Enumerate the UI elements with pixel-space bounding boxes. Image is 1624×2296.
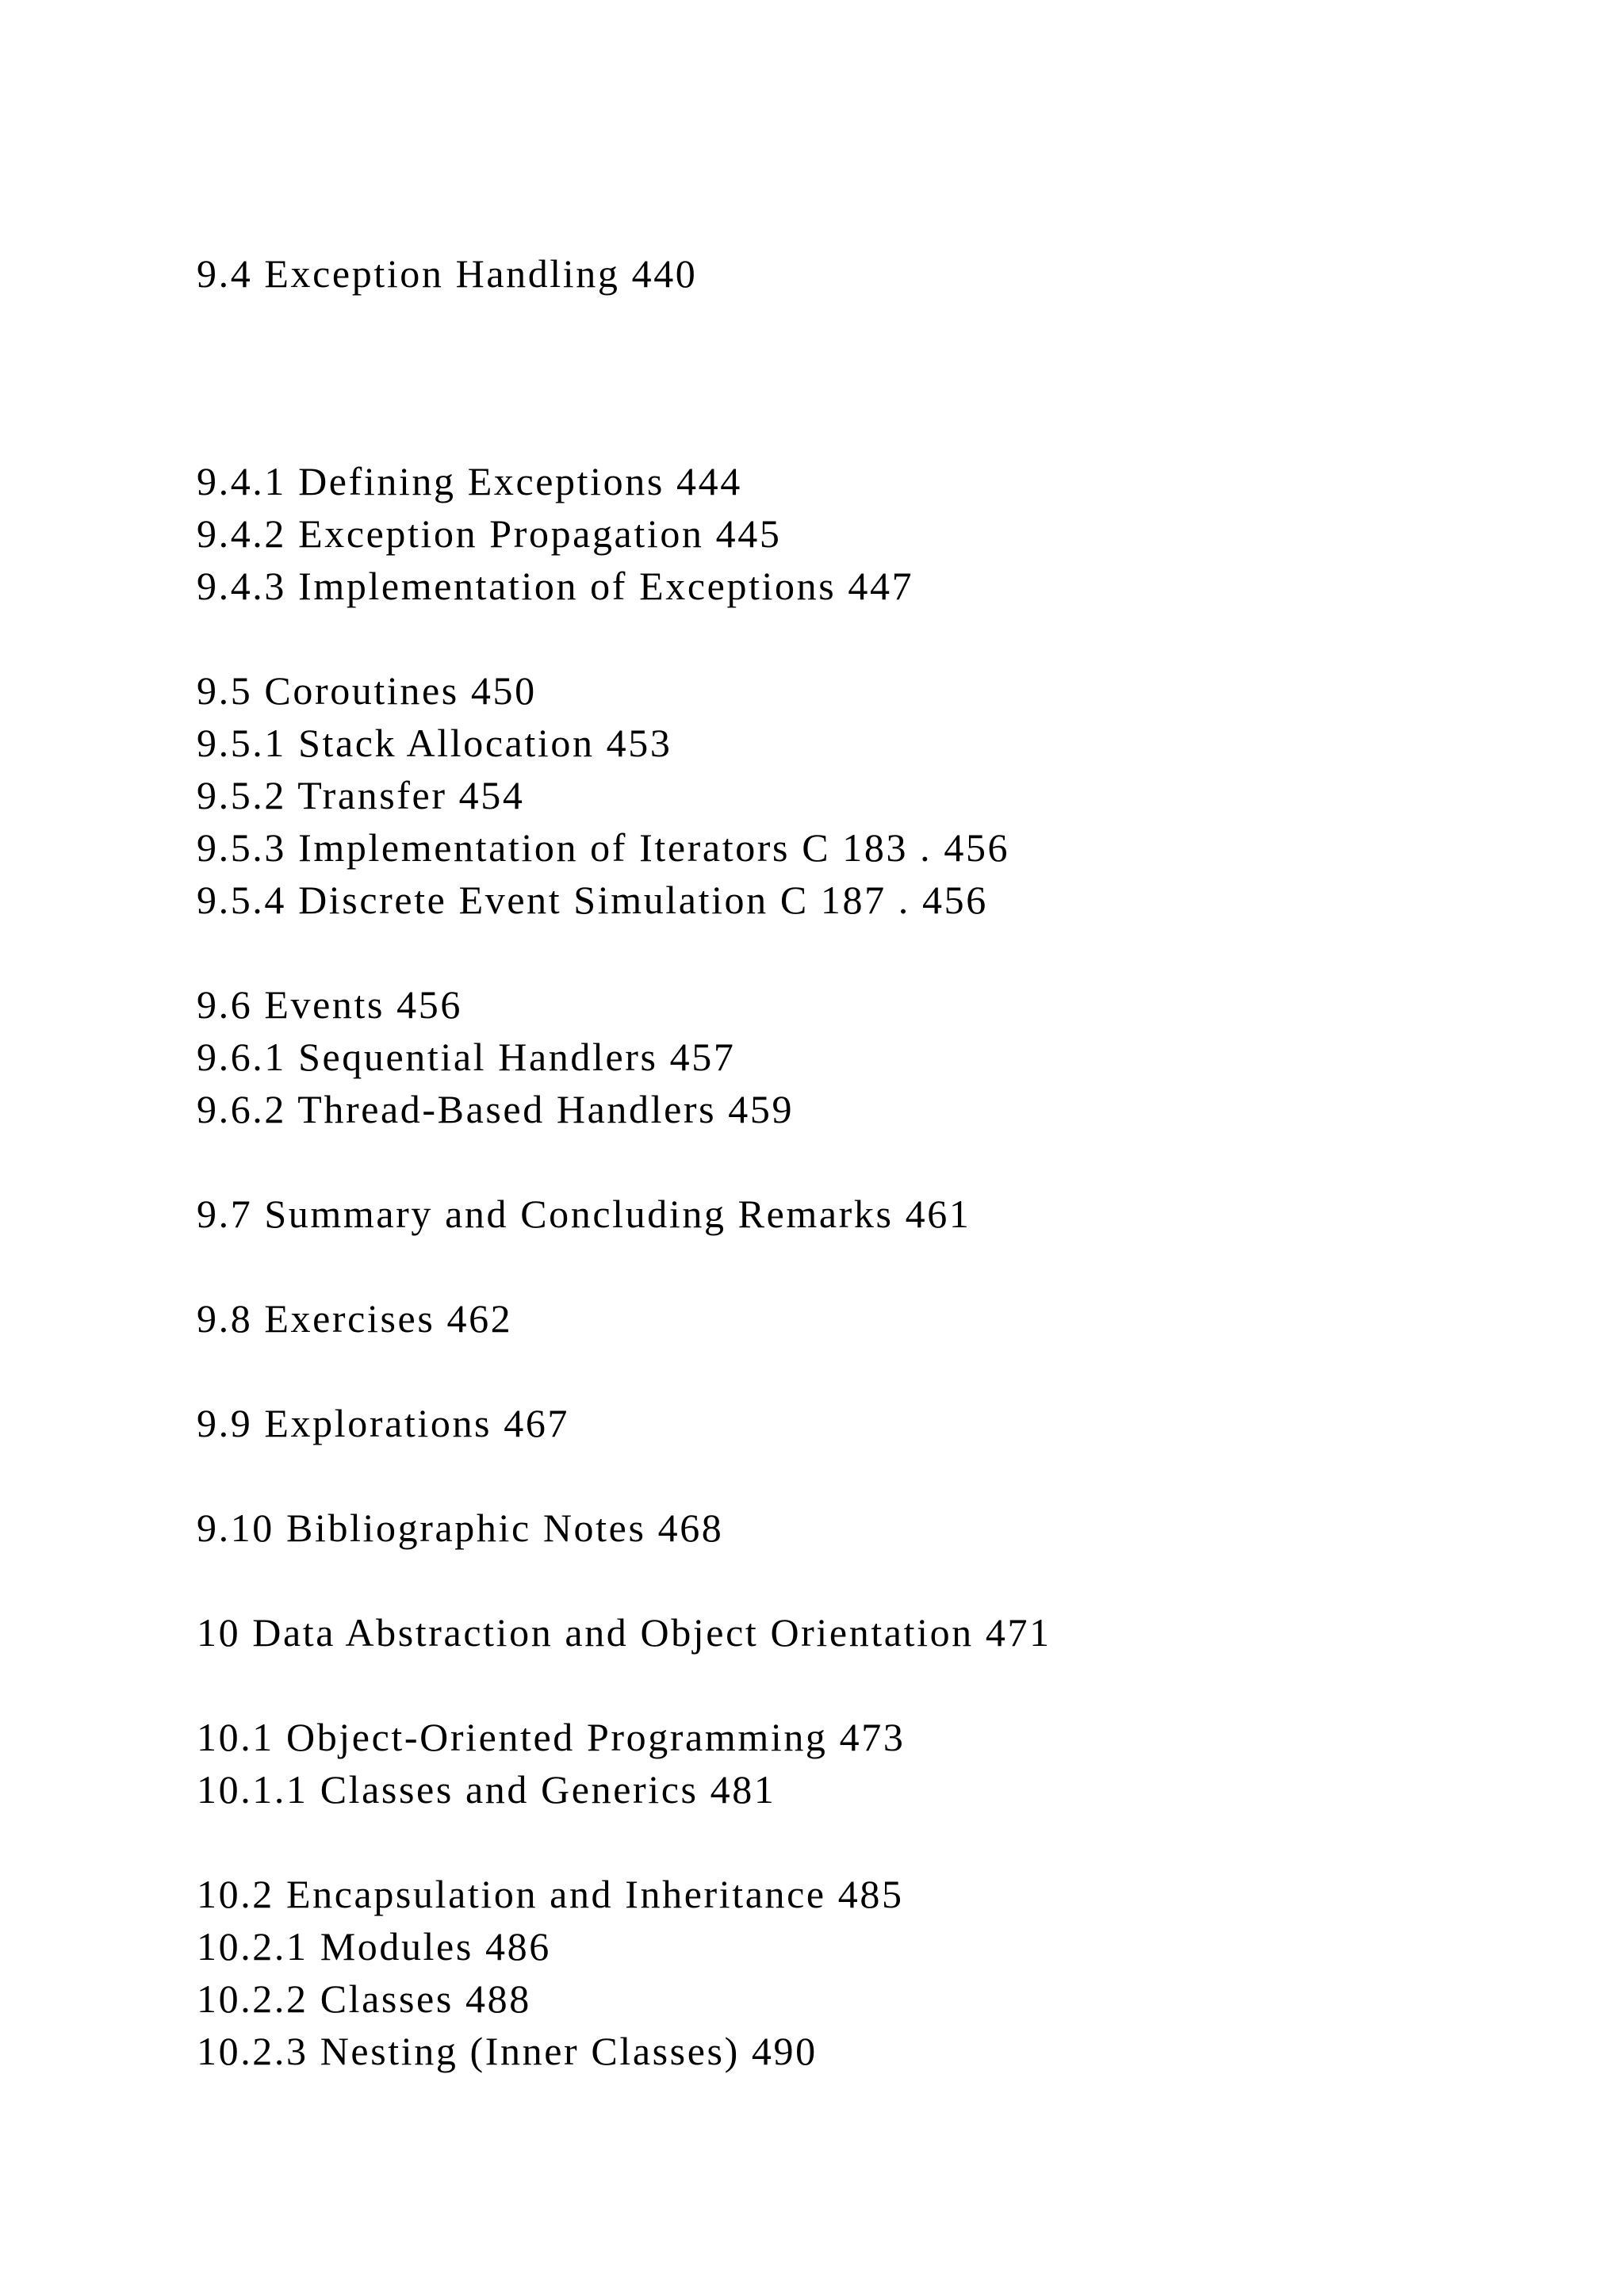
toc-entry: 9.5.2 Transfer 454 [197, 773, 525, 817]
toc-entry: 10.2.3 Nesting (Inner Classes) 490 [197, 2029, 818, 2073]
toc-entry: 9.8 Exercises 462 [197, 1296, 513, 1341]
toc-entry: 9.4 Exception Handling 440 [197, 251, 698, 296]
toc-entry: 9.6.2 Thread-Based Handlers 459 [197, 1087, 795, 1131]
toc-entry: 9.5.4 Discrete Event Simulation C 187 . 456 [197, 878, 988, 922]
toc-entry: 9.5.3 Implementation of Iterators C 183 . 456 [197, 825, 1010, 870]
toc-entry: 10.1.1 Classes and Generics 481 [197, 1767, 776, 1812]
toc-entry: 9.5.1 Stack Allocation 453 [197, 721, 672, 765]
toc-entry: 10.2 Encapsulation and Inheritance 485 [197, 1872, 904, 1916]
toc-entry: 9.4.1 Defining Exceptions 444 [197, 459, 742, 503]
toc-entry: 10.2.1 Modules 486 [197, 1924, 551, 1969]
toc-entry: 9.7 Summary and Concluding Remarks 461 [197, 1192, 971, 1236]
toc-entry: 9.5 Coroutines 450 [197, 668, 537, 713]
toc-entry: 10.1 Object-Oriented Programming 473 [197, 1715, 906, 1759]
toc-entry: 10 Data Abstraction and Object Orientation 471 [197, 1610, 1051, 1655]
toc-entry: 9.4.3 Implementation of Exceptions 447 [197, 564, 914, 608]
toc-entry: 9.9 Explorations 467 [197, 1401, 570, 1445]
toc-entry: 9.10 Bibliographic Notes 468 [197, 1506, 724, 1550]
toc-entry: 9.6 Events 456 [197, 982, 462, 1027]
toc-entry: 10.2.2 Classes 488 [197, 1976, 531, 2021]
toc-entry: 9.4.2 Exception Propagation 445 [197, 511, 782, 556]
toc-entry: 9.6.1 Sequential Handlers 457 [197, 1035, 736, 1079]
